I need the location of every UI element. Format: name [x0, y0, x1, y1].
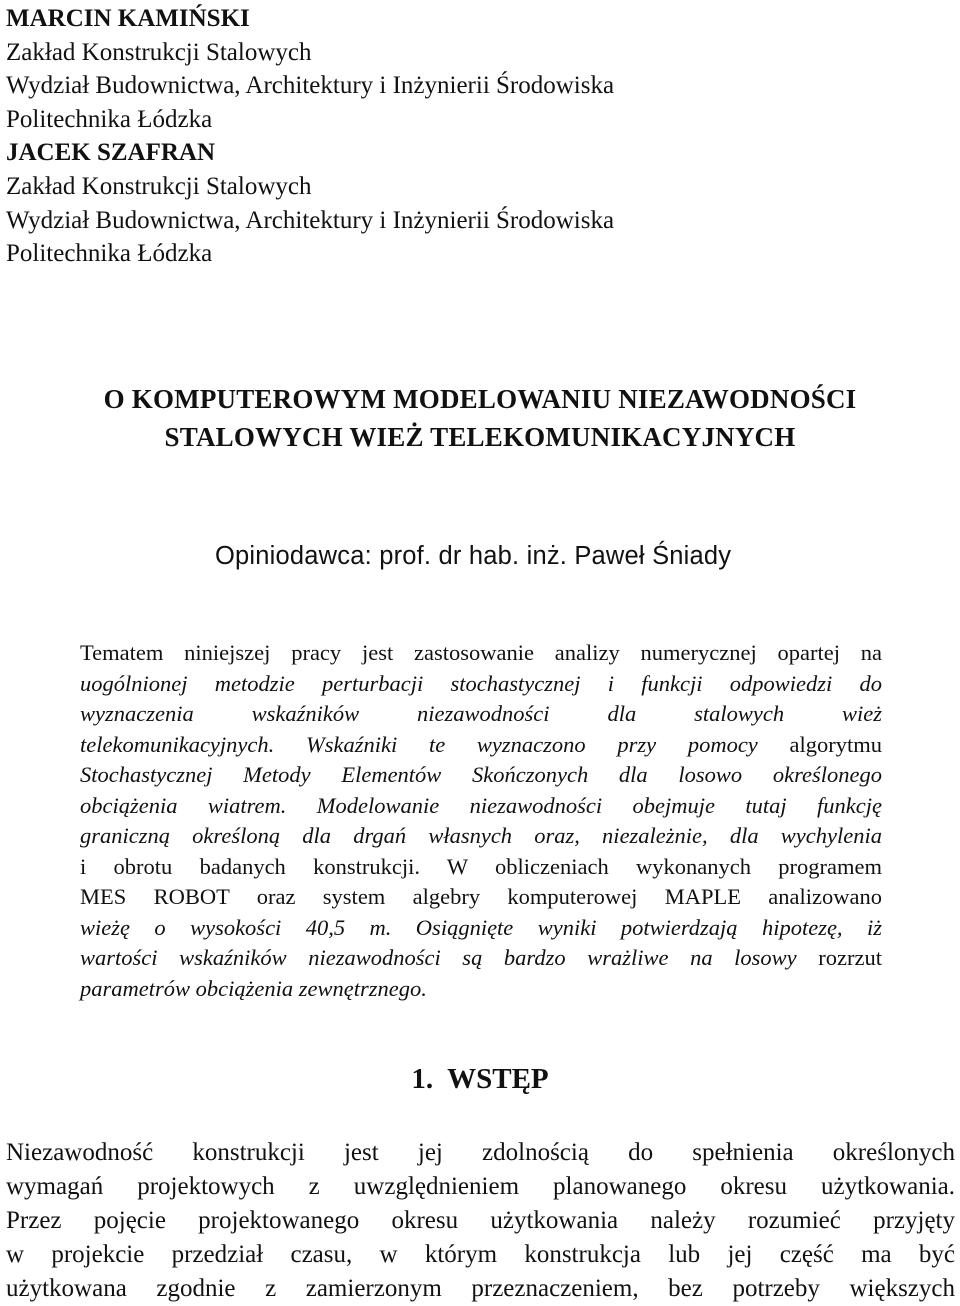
- author-name: MARCIN KAMIŃSKI: [6, 5, 250, 32]
- abstract-italic-text: telekomunikacyjnych. Wskaźniki te wyznaczono przy pomocy: [80, 731, 758, 757]
- body-line: w projekcie przedział czasu, w którym konstrukcja lub jej część ma być: [6, 1241, 955, 1268]
- abstract-text: algorytmu: [757, 731, 882, 757]
- title-line: O KOMPUTEROWYM MODELOWANIU NIEZAWODNOŚCI: [103, 384, 857, 414]
- body-line: użytkowana zgodnie z zamierzonym przeznaczeniem, bez potrzeby większych: [6, 1275, 955, 1302]
- abstract-line: [80, 791, 882, 822]
- abstract-italic-text: wyznaczenia wskaźników niezawodności dla stalowych wież: [80, 701, 882, 726]
- abstract-italic-text: wartości wskaźników niezawodności są bardzo wrażliwe na losowy: [80, 945, 797, 970]
- affiliation-line: Wydział Budownictwa, Architektury i Inżynierii Środowiska: [6, 72, 615, 100]
- abstract-line: [80, 974, 882, 1005]
- abstract-italic-text: wieżę o wysokości 40,5 m. Osiągnięte wyniki potwierdzają hipotezę, iż: [80, 914, 882, 940]
- title-line: STALOWYCH WIEŻ TELEKOMUNIKACYJNYCH: [164, 422, 796, 452]
- abstract-line: [80, 699, 882, 730]
- abstract-line: [80, 730, 882, 761]
- abstract-line: [80, 943, 882, 974]
- abstract-line: [80, 821, 882, 852]
- affiliation-line: Zakład Konstrukcji Stalowych: [6, 172, 312, 200]
- abstract-text: i obrotu badanych konstrukcji. W obliczeniach wykonanych programem: [80, 853, 882, 879]
- section-heading: [0, 1063, 960, 1096]
- body-line: wymagań projektowych z uwzględnieniem planowanego okresu użytkowania.: [6, 1173, 955, 1200]
- abstract-italic-text: Stochastycznej Metody Elementów Skończonych dla losowo określonego: [80, 762, 882, 787]
- section-title: WSTĘP: [447, 1063, 549, 1095]
- body-text: [6, 1136, 955, 1306]
- affiliation-line: Politechnika Łódzka: [6, 105, 213, 133]
- affiliation-line: Zakład Konstrukcji Stalowych: [6, 38, 312, 66]
- paper-title: [0, 380, 960, 456]
- abstract-italic-text: obciążenia wiatrem. Modelowanie niezawodności obejmuje tutaj funkcję: [80, 792, 882, 818]
- reviewer-line: Opiniodawca: prof. dr hab. inż. Paweł Śniady: [215, 542, 732, 570]
- affiliation-line: Wydział Budownictwa, Architektury i Inżynierii Środowiska: [6, 206, 615, 234]
- abstract-line: [80, 882, 882, 913]
- abstract-line: [80, 638, 882, 669]
- abstract-italic-text: graniczną określoną dla drgań własnych oraz, niezależnie, dla wychylenia: [80, 823, 882, 848]
- abstract: [80, 638, 882, 1004]
- affiliation-line: Politechnika Łódzka: [6, 240, 213, 268]
- author-name: JACEK SZAFRAN: [6, 139, 216, 167]
- abstract-text: MES ROBOT oraz system algebry komputerowej MAPLE analizowano: [80, 884, 882, 909]
- abstract-line: [80, 913, 882, 944]
- abstract-line: [80, 669, 882, 700]
- abstract-text: rozrzut: [796, 945, 882, 970]
- body-line: Przez pojęcie projektowanego okresu użytkowania należy rozumieć przyjęty: [6, 1207, 955, 1234]
- abstract-italic-text: parametrów obciążenia zewnętrznego.: [80, 975, 427, 1001]
- body-line: Niezawodność konstrukcji jest jej zdolnością do spełnienia określonych: [6, 1139, 955, 1166]
- section-number: 1.: [411, 1063, 434, 1095]
- author-affiliations: [6, 2, 614, 271]
- abstract-line: [80, 760, 882, 791]
- abstract-text: Tematem niniejszej pracy jest zastosowanie analizy numerycznej opartej na: [80, 640, 882, 665]
- abstract-line: [80, 852, 882, 883]
- abstract-italic-text: uogólnionej metodzie perturbacji stochastycznej i funkcji odpowiedzi do: [80, 670, 882, 696]
